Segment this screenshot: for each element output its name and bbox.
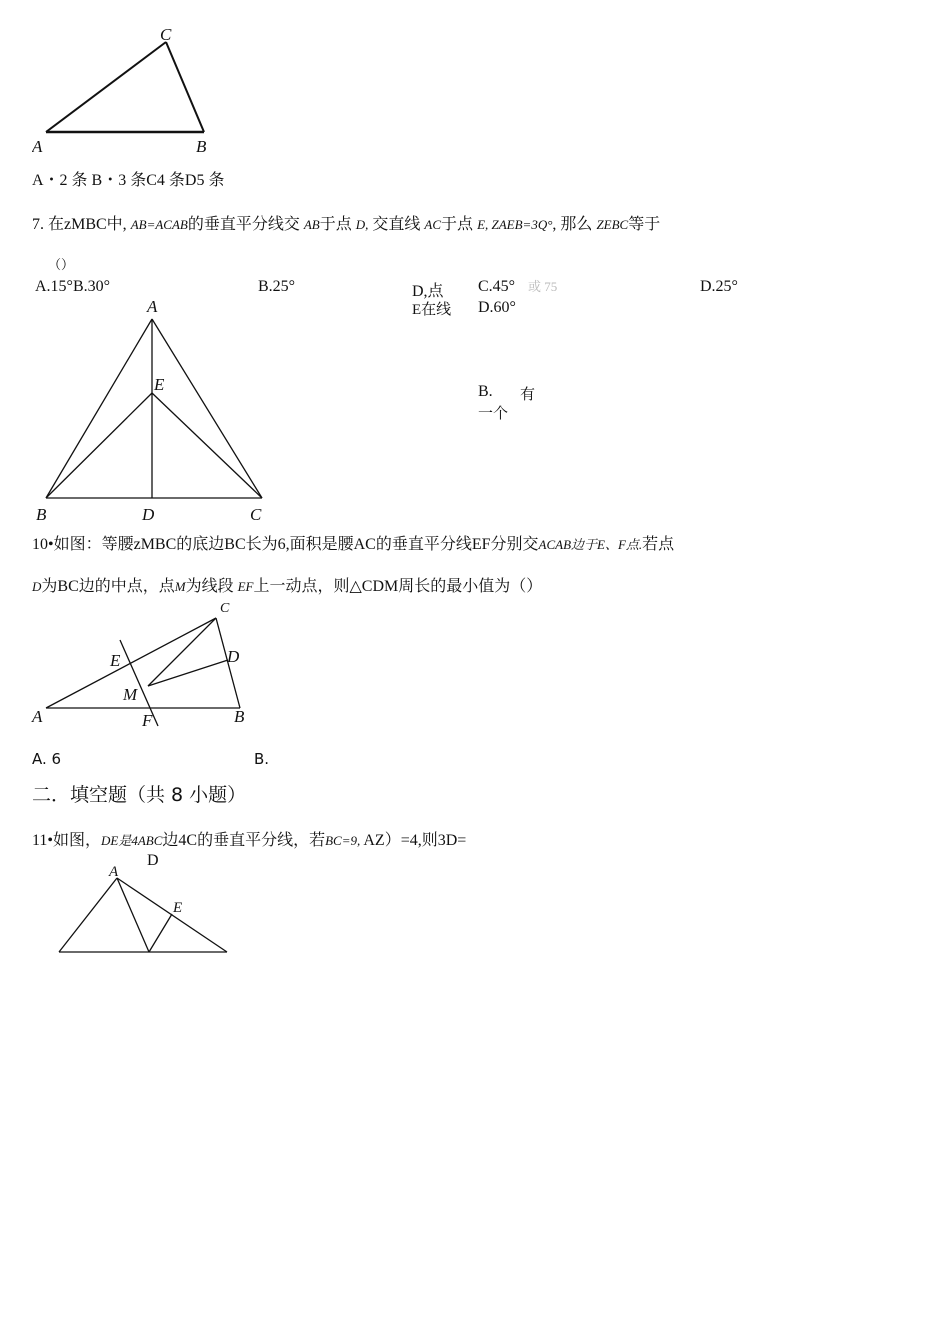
label-a: A (147, 297, 158, 316)
q7-math: D, (355, 217, 369, 232)
q7-side-b2: 有 (520, 387, 536, 403)
q7-stem (32, 211, 660, 234)
q7-text: 交直线 (372, 216, 421, 233)
q10-option-a: A. 6 (32, 750, 62, 768)
figure-triangle-abc (32, 24, 212, 159)
q7-math: AC (424, 217, 442, 232)
figure-triangle-ade (55, 852, 235, 962)
q10-line1 (32, 531, 674, 554)
q7-math: E, ZAEB=3Q° (477, 217, 553, 232)
q10-text: 为BC边的中点，点 (41, 578, 175, 595)
q7-side-text-2: E在线 (412, 302, 452, 318)
label-d: D (147, 852, 159, 869)
q11-math: BC=9, (325, 833, 361, 848)
label-b: B (234, 707, 245, 726)
label-a: A (32, 707, 43, 726)
q10-math: EF (237, 579, 254, 594)
label-e: E (110, 651, 121, 670)
section-heading-fill-in: 二．填空题（共 8 小题） (32, 784, 247, 806)
q7-text: 的垂直平分线交 (187, 216, 300, 233)
label-c: C (160, 25, 172, 44)
label-c: C (220, 601, 230, 616)
q11-text: 11•如图， (32, 832, 102, 849)
q7-math: AB (303, 217, 320, 232)
q11-math: DE是4ABC (101, 833, 163, 848)
q7-option-d2: D.60° (478, 299, 516, 316)
q7-answer-paren: （） (48, 257, 75, 272)
q7-text: , 那么 (552, 216, 593, 233)
q10-text: 上一动点，则△CDM周长的最小值为（） (253, 578, 543, 595)
q7-option-c: C.45° (478, 278, 516, 295)
q7-side-b3: 一个 (478, 406, 509, 422)
q7-text: 于点 (441, 216, 474, 233)
q10-math: M (174, 579, 186, 594)
q7-number: 7. (32, 216, 44, 233)
label-d: D (142, 505, 155, 524)
q7-option-c-alt: 或 75 (528, 279, 558, 294)
q7-math: ZEBC (596, 217, 629, 232)
figure-triangle-efdm (30, 596, 255, 736)
q10-option-b: B. (254, 750, 270, 768)
q10-text: 为线段 (185, 578, 234, 595)
q7-side-b: B. (478, 383, 493, 400)
label-b: B (36, 505, 47, 524)
q11-text: AZ）=4,则3D= (363, 832, 467, 849)
q11-stem (32, 827, 466, 850)
q7-text: 在zMBC中, (48, 216, 127, 233)
q7-math: AB=ACAB (130, 217, 188, 232)
q7-side-text-1: D,点 (412, 283, 444, 300)
q10-text: 若点 (642, 536, 675, 553)
label-a: A (109, 864, 119, 880)
q7-text: 等于 (628, 216, 661, 233)
q7-option-a: A.15°B.30° (35, 278, 111, 295)
q7-option-d: D.25° (700, 278, 738, 295)
label-e: E (154, 375, 165, 394)
label-a: A (32, 137, 43, 156)
label-e: E (173, 900, 183, 916)
q10-line2 (32, 573, 542, 596)
q10-math: ACAB边于E、F点. (538, 537, 643, 552)
figure-isosceles-triangle-aebdc (30, 295, 280, 525)
q11-text: 边4C的垂直平分线，若 (162, 832, 326, 849)
q7-option-b: B.25° (258, 278, 296, 295)
label-b: B (196, 137, 207, 156)
q10-math: D (32, 579, 42, 594)
label-d: D (227, 647, 240, 666)
label-c: C (250, 505, 262, 524)
label-f: F (142, 711, 153, 730)
q7-text: 于点 (319, 216, 352, 233)
q10-text: 10•如图：等腰zMBC的底边BC长为6,面积是腰AC的垂直平分线EF分别交 (32, 536, 539, 553)
label-m: M (123, 685, 138, 704)
q6-options: A・2 条 B・3 条C4 条D5 条 (32, 172, 225, 189)
